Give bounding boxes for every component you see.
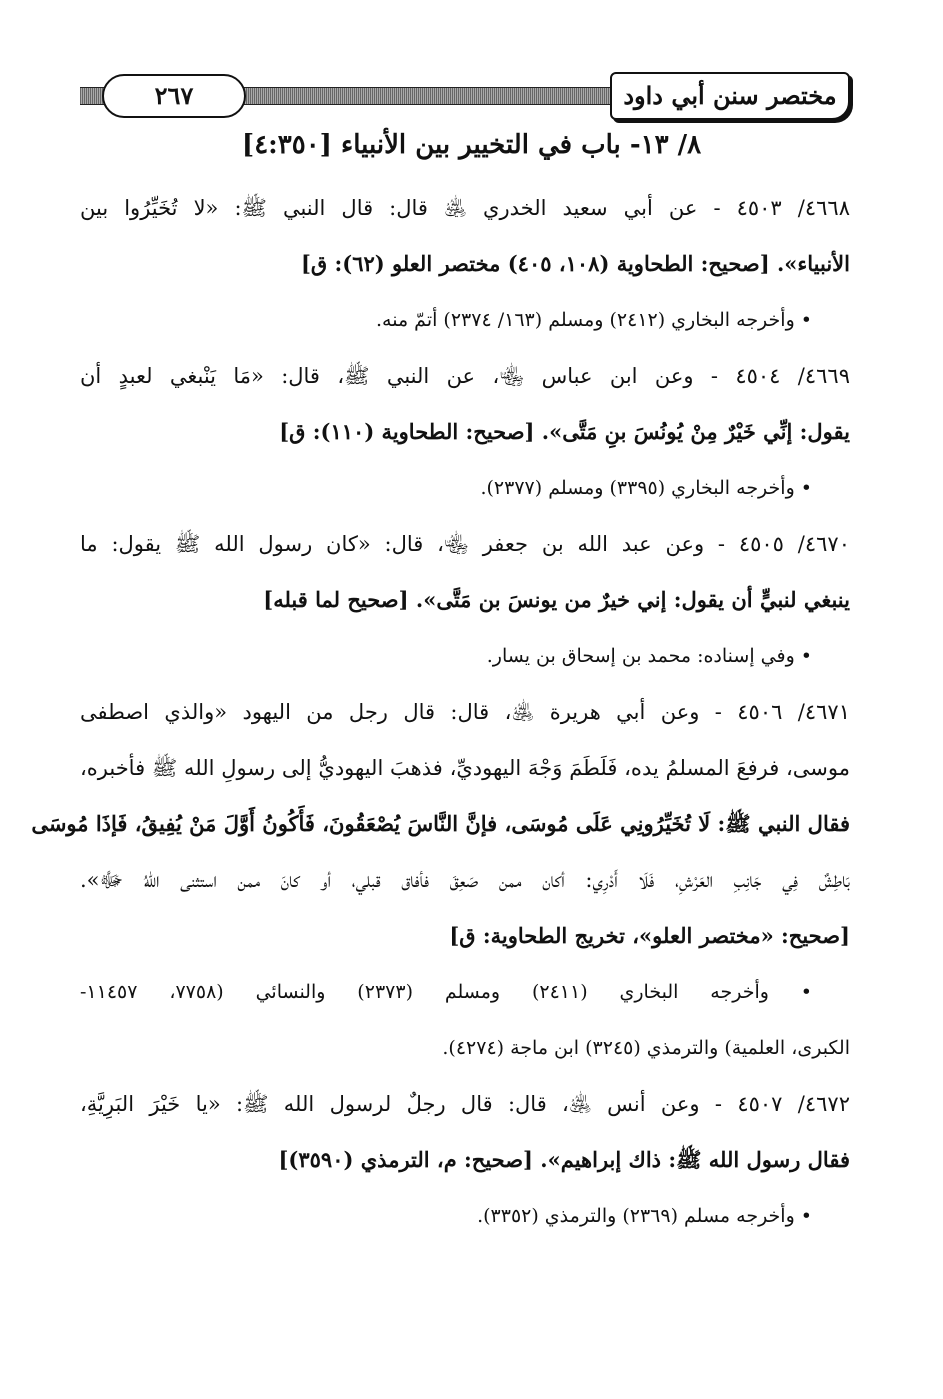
book-title: مختصر سنن أبي داود	[610, 72, 850, 120]
hadith-4671-grading: [صحيح: «مختصر العلو»، تخريج الطحاوية: ق]	[449, 923, 850, 948]
page-header	[80, 72, 850, 120]
hadith-4671-line-2: موسى، فرفعَ المسلمُ يده، فَلَطَمَ وَجْهَ اليهوديِّ، فذهبَ اليهوديُّ إلى رسولِ الله ﷺ فأخبره،	[80, 756, 850, 780]
chapter-title: ٨/ ١٣- باب في التخيير بين الأنبياء [٤:٣٥٠]	[241, 130, 702, 160]
page-number: ٢٦٧	[102, 74, 246, 118]
hadith-4669-line-2: يقول: إنِّي خَيْرٌ مِنْ يُونُسَ بنِ مَتَّى». [صحيح: الطحاوية (١١٠): ق]	[279, 419, 850, 444]
hadith-4668-line-1: ٤٦٦٨/ ٤٥٠٣ - عن أبي سعيد الخدري ﵁ قال: قال النبي ﷺ: «لا تُخَيِّرُوا بين	[80, 196, 850, 220]
hadith-4672-line-1: ٤٦٧٢/ ٤٥٠٧ - وعن أنس ﵁، قال: قال رجلٌ لرسول الله ﷺ: «يا خَيْرَ البَرِيَّةِ،	[80, 1092, 850, 1116]
note-4671-line-2: الكبرى، العلمية) والترمذي (٣٢٤٥) ابن ماجة (٤٢٧٤).	[442, 1037, 850, 1059]
note-4672: • وأخرجه مسلم (٢٣٦٩) والترمذي (٣٣٥٢).	[477, 1205, 812, 1227]
hadith-4671-line-4: بَاطِشٌ فِي جَانِبِ العَرْشِ، فَلَا أَدْرِي: أكان ممن صَعِقَ فأفاق قبلي، أو كانَ ممن استثنى اللهُ ﷻ».	[80, 868, 850, 892]
note-4669: • وأخرجه البخاري (٣٣٩٥) ومسلم (٢٣٧٧).	[480, 477, 812, 499]
hadith-4670-line-2: ينبغي لنبيٍّ أن يقول: إني خيرٌ من يونسَ بن مَتَّى». [صحيح لما قبله]	[263, 587, 850, 612]
hadith-4671-line-3: فقال النبي ﷺ: لَا تُخَيِّرُونِي عَلَى مُوسَى، فإنَّ النَّاسَ يُصْعَقُونَ، فَأَكُونُ أَوَّلَ مَنْ يُفِيقُ، فَإذَا مُوسَى	[31, 811, 850, 836]
note-4671-line-1: • وأخرجه البخاري (٢٤١١) ومسلم (٢٣٧٣) والنسائي (٧٧٥٨، ١١٤٥٧-	[80, 981, 812, 1003]
hadith-4670-line-1: ٤٦٧٠/ ٤٥٠٥ - وعن عبد الله بن جعفر ﵄، قال: «كان رسول الله ﷺ يقول: ما	[80, 532, 850, 556]
hadith-4669-line-1: ٤٦٦٩/ ٤٥٠٤ - وعن ابن عباس ﵄، عن النبي ﷺ، قال: «مَا يَنْبغي لعبدٍ أن	[80, 364, 850, 388]
hadith-4668-line-2: الأنبياء». [صحيح: الطحاوية (١٠٨، ٤٠٥) مختصر العلو (٦٢): ق]	[300, 251, 850, 276]
hadith-4671-line-1: ٤٦٧١/ ٤٥٠٦ - وعن أبي هريرة ﵁، قال: قال رجل من اليهود «والذي اصطفى	[80, 700, 850, 724]
note-4670: • وفي إسناده: محمد بن إسحاق بن يسار.	[486, 645, 812, 667]
note-4668: • وأخرجه البخاري (٢٤١٢) ومسلم (١٦٣/ ٢٣٧٤) أتمّ منه.	[376, 309, 812, 331]
text-body	[31, 180, 850, 1244]
hadith-4672-line-2: فقال رسول الله ﷺ: ذاك إبراهيم». [صحيح: م، الترمذي (٣٥٩٠)]	[278, 1147, 850, 1172]
